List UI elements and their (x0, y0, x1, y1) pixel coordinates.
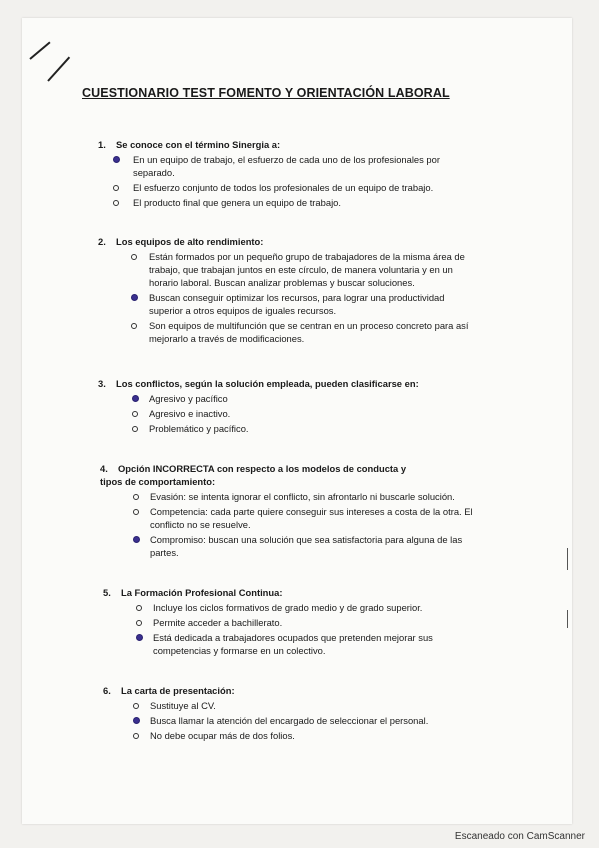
answer-option[interactable]: Están formados por un pequeño grupo de trabajadores de la misma área de trabajo, que trabajan juntos en este círculo, de manera voluntaria y en un horario laboral. Buscan analizar problemas y buscar soluciones. (131, 250, 476, 289)
answer-option[interactable]: Está dedicada a trabajadores ocupados que pretenden mejorar sus competencias y formarse en un colectivo. (136, 631, 466, 657)
answer-option[interactable]: Busca llamar la atención del encargado de seleccionar el personal. (133, 714, 473, 727)
question-5 (103, 586, 483, 657)
question-heading: 4. Opción INCORRECTA con respecto a los modelos de conducta y tipos de comportamiento: (100, 463, 407, 487)
circle-bullet-icon (131, 323, 137, 329)
circle-bullet-icon (131, 254, 137, 260)
selected-bullet-icon (133, 536, 140, 543)
question-heading: 3. Los conflictos, según la solución empleada, pueden clasificarse en: (98, 378, 419, 389)
circle-bullet-icon (136, 605, 142, 611)
answer-option[interactable]: Sustituye al CV. (133, 699, 473, 712)
answer-option[interactable]: Agresivo e inactivo. (132, 407, 432, 420)
scan-edge-mark (567, 610, 568, 628)
document-title: CUESTIONARIO TEST FOMENTO Y ORIENTACIÓN LABORAL (82, 86, 450, 100)
answer-option[interactable]: En un equipo de trabajo, el esfuerzo de cada uno de los profesionales por separado. (113, 153, 463, 179)
answer-option[interactable]: Permite acceder a bachillerato. (136, 616, 466, 629)
answer-option[interactable]: Competencia: cada parte quiere conseguir sus intereses a costa de la otra. El conflicto no se resuelve. (133, 505, 478, 531)
answer-option[interactable]: El producto final que genera un equipo de trabajo. (113, 196, 463, 209)
question-heading: 6. La carta de presentación: (103, 685, 235, 696)
question-2 (98, 235, 488, 345)
answer-option[interactable]: El esfuerzo conjunto de todos los profesionales de un equipo de trabajo. (113, 181, 463, 194)
circle-bullet-icon (133, 733, 139, 739)
question-heading: 1. Se conoce con el término Sinergia a: (98, 139, 281, 150)
selected-bullet-icon (133, 717, 140, 724)
question-heading: 5. La Formación Profesional Continua: (103, 587, 283, 598)
answer-option[interactable]: Buscan conseguir optimizar los recursos, para lograr una productividad superior a otros equipos de iguales recursos. (131, 291, 476, 317)
circle-bullet-icon (133, 494, 139, 500)
answer-option[interactable]: Agresivo y pacífico (132, 392, 432, 405)
answer-option[interactable]: Compromiso: buscan una solución que sea satisfactoria para alguna de las partes. (133, 533, 478, 559)
circle-bullet-icon (136, 620, 142, 626)
circle-bullet-icon (132, 426, 138, 432)
circle-bullet-icon (132, 411, 138, 417)
question-4 (100, 462, 480, 559)
circle-bullet-icon (113, 185, 119, 191)
answer-option[interactable]: No debe ocupar más de dos folios. (133, 729, 473, 742)
question-heading: 2. Los equipos de alto rendimiento: (98, 236, 264, 247)
question-1 (98, 138, 478, 209)
selected-bullet-icon (131, 294, 138, 301)
answer-option[interactable]: Incluye los ciclos formativos de grado medio y de grado superior. (136, 601, 466, 614)
answer-option[interactable]: Problemático y pacífico. (132, 422, 432, 435)
question-3 (98, 377, 498, 435)
answer-option[interactable]: Evasión: se intenta ignorar el conflicto, sin afrontarlo ni buscarle solución. (133, 490, 478, 503)
circle-bullet-icon (133, 703, 139, 709)
circle-bullet-icon (133, 509, 139, 515)
circle-bullet-icon (113, 200, 119, 206)
selected-bullet-icon (113, 156, 120, 163)
selected-bullet-icon (132, 395, 139, 402)
scanner-watermark: Escaneado con CamScanner (454, 831, 585, 842)
answer-option[interactable]: Son equipos de multifunción que se centran en un proceso concreto para así mejorarlo a través de modificaciones. (131, 319, 476, 345)
question-6 (103, 684, 483, 742)
selected-bullet-icon (136, 634, 143, 641)
scan-edge-mark (567, 548, 568, 570)
